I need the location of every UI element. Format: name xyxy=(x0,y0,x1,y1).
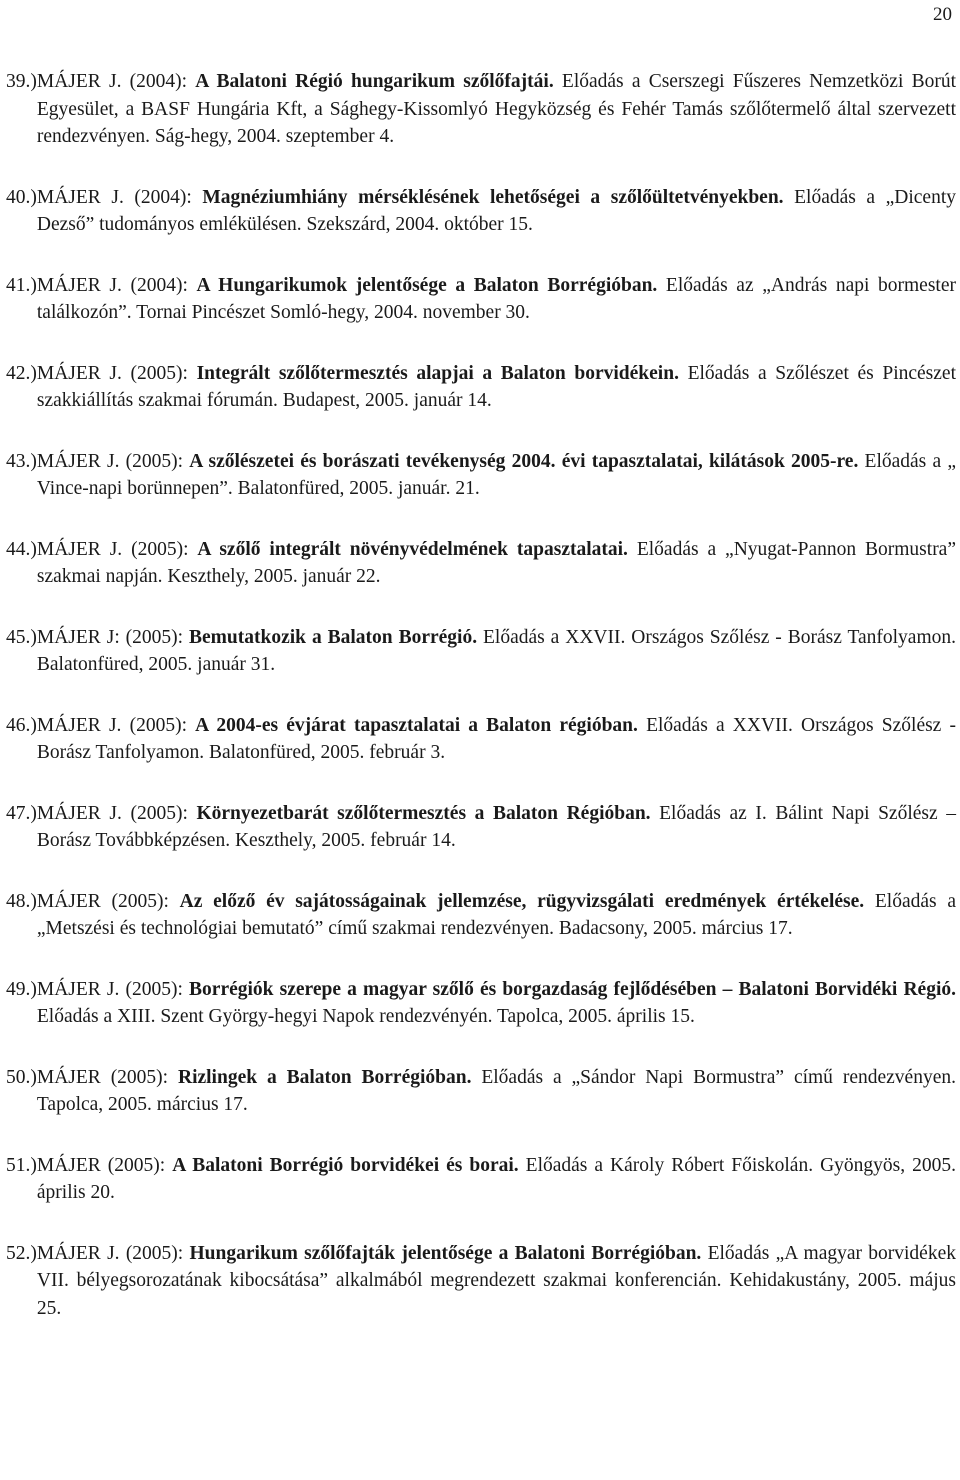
entry-title: A 2004-es évjárat tapasztalatai a Balaton régióban. xyxy=(195,714,638,736)
entry-author: MÁJER J. (2005): xyxy=(36,978,190,1000)
entry-details: Előadás a Szőlészet és Pincészet szakkiállítás szakmai fórumán. Budapest, 2005. január 14. xyxy=(36,362,957,411)
reference-entry xyxy=(6,1240,956,1323)
entry-number: 42.) xyxy=(6,362,37,384)
entry-title: Hungarikum szőlőfajták jelentősége a Balatoni Borrégióban. xyxy=(189,1242,702,1264)
entry-author: MÁJER J. (2005): xyxy=(36,1242,190,1264)
entry-details: Előadás az I. Bálint Napi Szőlész – Borász Továbbképzésen. Keszthely, 2005. február 14. xyxy=(36,802,957,851)
entry-body xyxy=(37,1152,956,1207)
entry-title: A szőlészetei és borászati tevékenység 2004. évi tapasztalatai, kilátások 2005-re. xyxy=(189,450,859,472)
entry-title: Magnéziumhiány mérséklésének lehetőségei a szőlőültetvényekben. xyxy=(202,186,784,208)
entry-details: Előadás „A magyar borvidékek VII. bélyegsorozatának kibocsátása” alkalmából megrendezett szakmai konferencián. Kehidakustány, 2005. május 25. xyxy=(36,1242,956,1319)
entry-title: A Balatoni Régió hungarikum szőlőfajtái. xyxy=(195,71,554,92)
entry-number: 40.) xyxy=(6,186,37,208)
entry-number: 43.) xyxy=(6,450,37,472)
reference-list xyxy=(6,68,956,1355)
reference-entry xyxy=(6,712,956,767)
entry-details: Előadás a „Sándor Napi Bormustra” című rendezvényen. Tapolca, 2005. március 17. xyxy=(36,1066,956,1115)
entry-number: 41.) xyxy=(6,274,37,296)
entry-title: Az előző év sajátosságainak jellemzése, rügyvizsgálati eredmények értékelése. xyxy=(179,890,865,912)
entry-author: MÁJER J. (2005): xyxy=(36,538,198,560)
entry-author: MÁJER (2005): xyxy=(36,1154,173,1176)
entry-number: 45.) xyxy=(6,626,37,648)
reference-entry xyxy=(6,272,956,327)
entry-details: Előadás a „Metszési és technológiai bemutató” című szakmai rendezvényen. Badacsony, 2005. március 17. xyxy=(36,890,956,939)
entry-body xyxy=(37,448,956,503)
page-number: 20 xyxy=(933,4,952,25)
reference-entry xyxy=(6,1152,956,1207)
entry-number: 49.) xyxy=(6,978,37,1000)
entry-number: 46.) xyxy=(6,714,37,736)
entry-details: Előadás a „Dicenty Dezső” tudományos emlékülésen. Szekszárd, 2004. október 15. xyxy=(36,186,957,235)
entry-body xyxy=(37,1064,956,1119)
reference-entry xyxy=(6,976,956,1031)
entry-title: A Hungarikumok jelentősége a Balaton Borrégióban. xyxy=(196,274,658,296)
entry-title: Rizlingek a Balaton Borrégióban. xyxy=(177,1066,472,1088)
entry-number: 39.) xyxy=(6,71,37,92)
reference-entry xyxy=(6,360,956,415)
reference-entry xyxy=(6,68,956,151)
entry-body xyxy=(37,800,956,855)
entry-title: A szőlő integrált növényvédelmének tapasztalatai. xyxy=(197,538,628,560)
entry-details: Előadás a XXVII. Országos Szőlész - Borász Tanfolyamon. Balatonfüred, 2005. január 31. xyxy=(36,626,957,675)
entry-body xyxy=(37,68,956,151)
entry-body xyxy=(37,888,956,943)
entry-body xyxy=(37,360,956,415)
entry-details: Előadás a „Nyugat-Pannon Bormustra” szakmai napján. Keszthely, 2005. január 22. xyxy=(36,538,956,587)
entry-author: MÁJER J: (2005): xyxy=(36,626,190,648)
entry-author: MÁJER J. (2005): xyxy=(36,450,190,472)
entry-body xyxy=(37,624,956,679)
entry-body xyxy=(37,536,956,591)
entry-author: MÁJER (2005): xyxy=(36,1066,178,1088)
entry-title: A Balatoni Borrégió borvidékei és borai. xyxy=(172,1154,519,1176)
entry-details: Előadás a Cserszegi Fűszeres Nemzetközi Borút Egyesület, a BASF Hungária Kft, a Sághegy-Kissomlyó Hegyközség és Fehér Tamás szőlőtermelő által szervezett rendezvényen. Ság-hegy, 2004. szeptember 4. xyxy=(36,71,956,147)
entry-author: MÁJER J. (2004): xyxy=(36,71,196,92)
entry-author: MÁJER (2005): xyxy=(36,890,180,912)
entry-number: 44.) xyxy=(6,538,37,560)
reference-entry xyxy=(6,184,956,239)
entry-body xyxy=(37,712,956,767)
entry-body xyxy=(37,1240,956,1323)
entry-body xyxy=(37,272,956,327)
reference-entry xyxy=(6,448,956,503)
reference-entry xyxy=(6,800,956,855)
reference-entry xyxy=(6,888,956,943)
entry-author: MÁJER J. (2005): xyxy=(36,802,197,824)
reference-entry xyxy=(6,624,956,679)
entry-details: Előadás a „ Vince-napi borünnepen”. Balatonfüred, 2005. január. 21. xyxy=(36,450,956,499)
entry-number: 47.) xyxy=(6,802,37,824)
entry-title: Bemutatkozik a Balaton Borrégió. xyxy=(189,626,478,648)
entry-details: Előadás a Károly Róbert Főiskolán. Gyöngyös, 2005. április 20. xyxy=(36,1154,956,1203)
entry-author: MÁJER J. (2004): xyxy=(36,274,197,296)
entry-author: MÁJER J. (2004): xyxy=(36,186,203,208)
reference-entry xyxy=(6,1064,956,1119)
entry-title: Borrégiók szerepe a magyar szőlő és borgazdaság fejlődésében – Balatoni Borvidéki Régió. xyxy=(189,978,956,1000)
entry-details: Előadás a XIII. Szent György-hegyi Napok rendezvényén. Tapolca, 2005. április 15. xyxy=(36,1006,695,1027)
entry-author: MÁJER J. (2005): xyxy=(36,362,197,384)
entry-body xyxy=(37,976,956,1031)
entry-number: 52.) xyxy=(6,1242,37,1264)
entry-author: MÁJER J. (2005): xyxy=(36,714,196,736)
entry-details: Előadás a XXVII. Országos Szőlész - Borász Tanfolyamon. Balatonfüred, 2005. február 3. xyxy=(36,714,956,763)
entry-number: 48.) xyxy=(6,890,37,912)
entry-body xyxy=(37,184,956,239)
entry-number: 51.) xyxy=(6,1154,37,1176)
entry-title: Integrált szőlőtermesztés alapjai a Balaton borvidékein. xyxy=(196,362,679,384)
entry-number: 50.) xyxy=(6,1066,37,1088)
reference-entry xyxy=(6,536,956,591)
entry-title: Környezetbarát szőlőtermesztés a Balaton Régióban. xyxy=(196,802,651,824)
entry-details: Előadás az „András napi bormester találkozón”. Tornai Pincészet Somló-hegy, 2004. november 30. xyxy=(36,274,956,323)
